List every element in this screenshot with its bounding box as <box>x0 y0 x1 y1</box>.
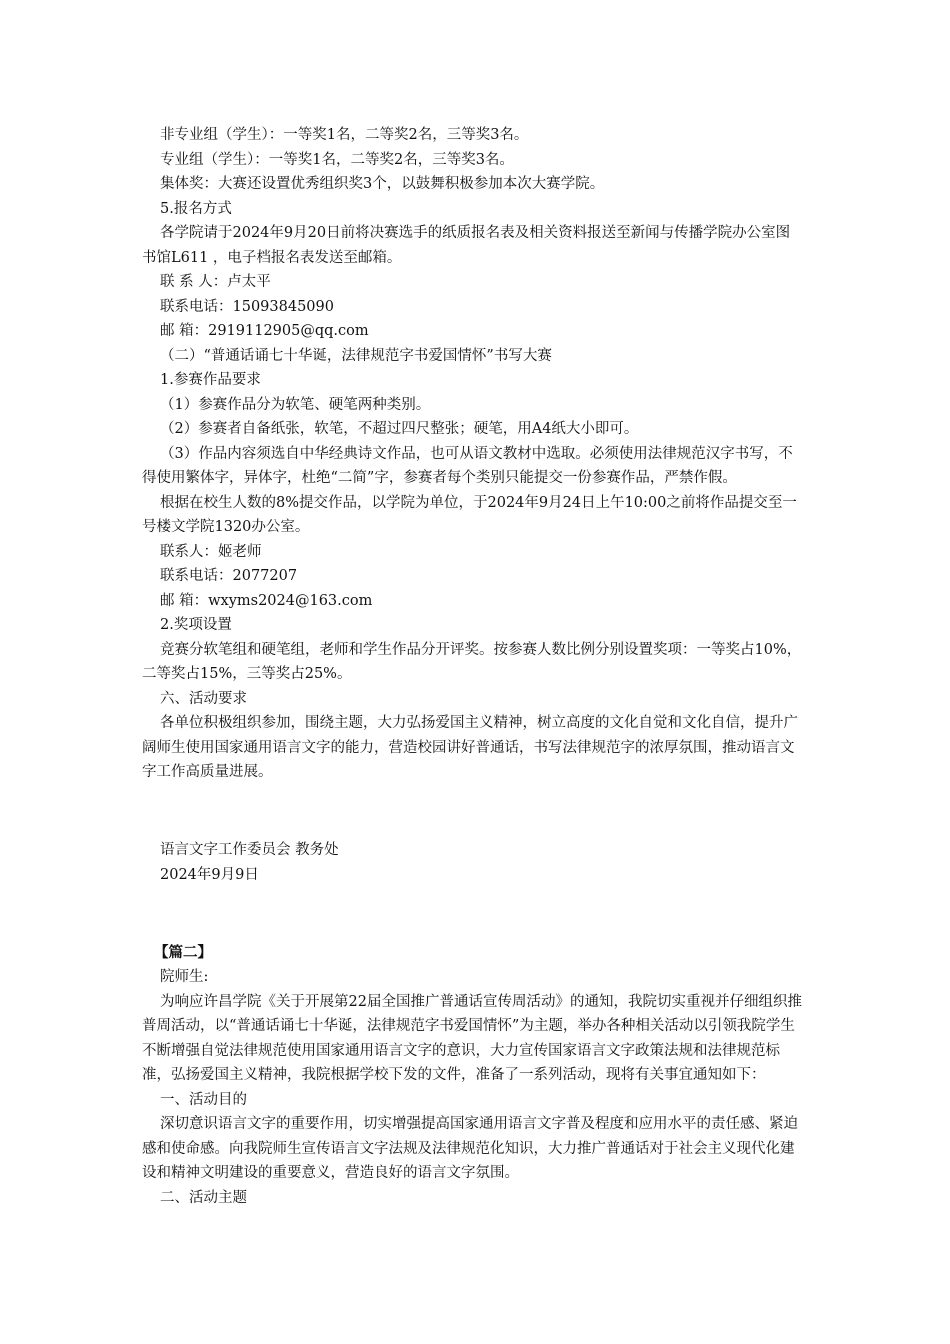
paragraph: 竞赛分软笔组和硬笔组，老师和学生作品分开评奖。按参赛人数比例分别设置奖项：一等奖占10%，二等奖占15%，三等奖占25%。 <box>142 641 802 682</box>
paragraph: 语言文字工作委员会 教务处 <box>160 842 339 858</box>
paragraph: 各学院请于2024年9月20日前将决赛选手的纸质报名表及相关资料报送至新闻与传播学院办公室图书馆L611 ，电子档报名表发送至邮箱。 <box>142 225 791 266</box>
paragraph: 各单位积极组织参加，围绕主题，大力弘扬爱国主义精神，树立高度的文化自觉和文化自信，提升广阔师生使用国家通用语言文字的能力，营造校园讲好普通话，书写法律规范字的浓厚氛围，推动语言文字工作高质量进展。 <box>142 715 798 780</box>
paragraph: 邮 箱：wxyms2024@163.com <box>160 592 373 609</box>
paragraph: 院师生: <box>160 969 209 985</box>
paragraph: 2024年9月9日 <box>160 866 259 883</box>
paragraph: 联系人：姬老师 <box>160 543 262 560</box>
document-body <box>142 123 802 1210</box>
paragraph: （1）参赛作品分为软笔、硬笔两种类别。 <box>160 396 431 413</box>
paragraph: 集体奖：大赛还设置优秀组织奖3个，以鼓舞积极参加本次大赛学院。 <box>160 176 605 192</box>
paragraph: 二、活动主题 <box>160 1189 247 1206</box>
paragraph: （2）参赛者自备纸张，软笔，不超过四尺整张；硬笔，用A4纸大小即可。 <box>160 421 639 437</box>
paragraph: 根据在校生人数的8%提交作品，以学院为单位，于2024年9月24日上午10:00之前将作品提交至一号楼文学院1320办公室。 <box>142 494 797 535</box>
paragraph: 邮 箱：2919112905@qq.com <box>160 323 369 339</box>
paragraph: 1.参赛作品要求 <box>160 372 261 388</box>
paragraph: 联系电话：2077207 <box>160 568 298 584</box>
paragraph: 为响应许昌学院《关于开展第22届全国推广普通话宣传周活动》的通知，我院切实重视并仔细组织推普周活动，以“普通话诵七十华诞，法律规范字书爱国情怀”为主题，举办各种相关活动以引领我院学生不断增强自觉法律规范使用国家通用语言文字的意识，大力宣传国家语言文字政策法规和法律规范标准，弘扬爱国主义精神，我院根据学校下发的文件，准备了一系列活动，现将有关事宜通知如下： <box>142 993 802 1083</box>
blank-line <box>142 902 802 927</box>
paragraph: 专业组（学生）：一等奖1名，二等奖2名，三等奖3名。 <box>160 151 514 168</box>
paragraph: 非专业组（学生）：一等奖1名，二等奖2名，三等奖3名。 <box>160 127 529 143</box>
blank-line <box>142 799 802 824</box>
paragraph: 六、活动要求 <box>160 690 247 707</box>
paragraph: （二）“普通话诵七十华诞，法律规范字书爱国情怀”书写大赛 <box>160 347 552 364</box>
paragraph: 深切意识语言文字的重要作用，切实增强提高国家通用语言文字普及程度和应用水平的责任感、紧迫感和使命感。向我院师生宣传语言文字法规及法律规范化知识，大力推广普通话对于社会主义现代化建设和精神文明建设的重要意义，营造良好的语言文字氛围。 <box>142 1116 798 1181</box>
paragraph: 一、活动目的 <box>160 1091 247 1108</box>
paragraph: （3）作品内容须选自中华经典诗文作品，也可从语文教材中选取。必须使用法律规范汉字书写，不得使用繁体字，异体字，杜绝“二简”字，参赛者每个类别只能提交一份参赛作品，严禁作假。 <box>142 445 793 486</box>
paragraph: 联 系 人：卢太平 <box>160 274 271 290</box>
paragraph: 2.奖项设置 <box>160 617 232 633</box>
section-heading: 【篇二】 <box>154 943 212 961</box>
paragraph: 联系电话：15093845090 <box>160 298 334 315</box>
paragraph: 5.报名方式 <box>160 200 232 217</box>
